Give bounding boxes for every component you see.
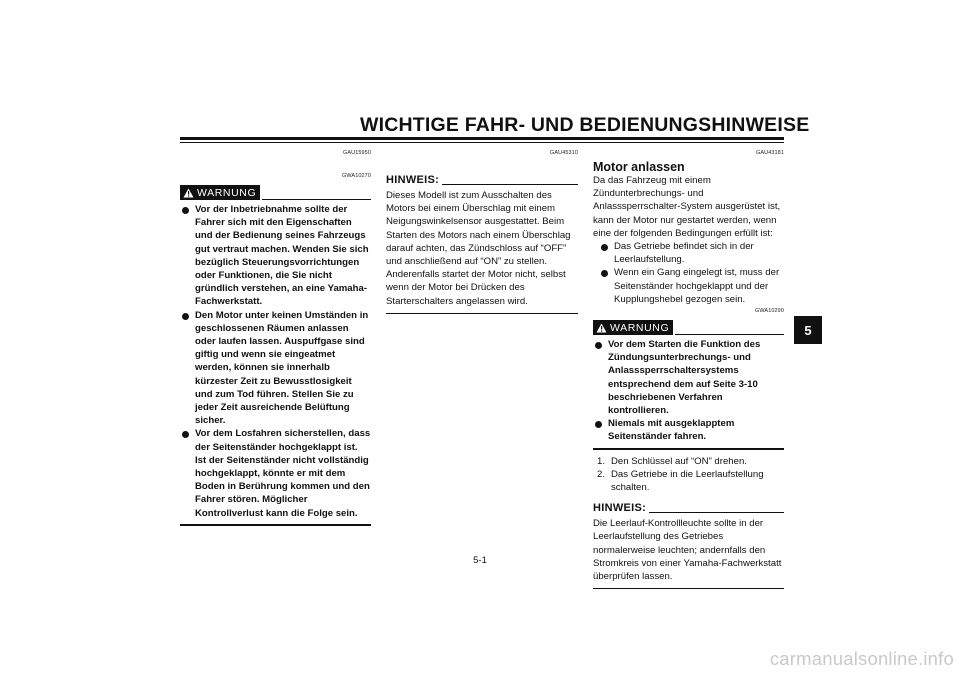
condition-text: Das Getriebe befindet sich in der Leerlaufstellung.: [614, 241, 754, 266]
warning-end-rule: [180, 524, 371, 526]
list-item: [180, 427, 371, 519]
section-code: GAU43181: [755, 150, 784, 156]
warning-header: [180, 184, 371, 201]
bullet-icon: [595, 421, 602, 428]
warning-text: Niemals mit ausgeklapptem Seitenständer fahren.: [608, 418, 735, 443]
list-item: [180, 309, 371, 428]
step-number: 2.: [597, 468, 606, 480]
watermark: carmanualsonline.info: [769, 648, 954, 669]
note-label: HINWEIS:: [593, 502, 647, 515]
warning-badge: [180, 185, 260, 200]
warning-list: [180, 203, 371, 520]
warning-code: GWA10290: [754, 308, 784, 315]
bullet-icon: [595, 342, 602, 349]
warning-code: GWA10270: [341, 173, 371, 179]
warning-triangle-icon: [183, 188, 194, 198]
warning-label: WARNUNG: [197, 186, 257, 199]
note-rule: [649, 512, 784, 513]
column-1: [180, 150, 371, 526]
note-rule: [442, 184, 578, 185]
list-item: [599, 240, 784, 266]
warning-header: [593, 319, 784, 336]
bullet-icon: [182, 313, 189, 320]
page-number: 5-1: [473, 555, 487, 566]
warning-badge: [593, 320, 673, 335]
list-item: [180, 203, 371, 309]
page-title: WICHTIGE FAHR- UND BEDIENUNGSHINWEISE: [360, 114, 810, 136]
warning-label: WARNUNG: [610, 321, 670, 334]
list-item: [593, 417, 784, 443]
column-3: [593, 150, 784, 589]
step-number: 1.: [597, 455, 606, 467]
condition-text: Wenn ein Gang eingelegt ist, muss der Seitenständer hochgeklappt und der Kupplungshebel gezogen sein.: [614, 267, 780, 305]
list-item: [593, 338, 784, 417]
warning-rule: [262, 199, 371, 200]
bullet-icon: [601, 244, 608, 251]
warning-text: Vor dem Starten die Funktion des Zündungsunterbrechungs- und Anlasssperrschaltersystems entsprechend dem auf Seite 3-10 beschriebenen Verfahren kontrollieren.: [608, 339, 761, 417]
warning-text: Vor dem Losfahren sicherstellen, dass der Seitenständer hochgeklappt ist. Ist der Seitenständer nicht vollständig hochgeklappt, könnte er mit dem Boden in Berührung kommen und den Fahrer stören. Möglicher Kontrollverlust kann die Folge sein.: [195, 428, 371, 519]
section-code: GAU45310: [549, 150, 578, 156]
bullet-icon: [182, 207, 189, 214]
warning-rule: [675, 334, 784, 335]
list-item: [599, 266, 784, 306]
bullet-icon: [182, 431, 189, 438]
warning-text: Den Motor unter keinen Umständen in geschlossenen Räumen anlassen oder laufen lassen. Auspuffgase sind giftig und wenn sie eingeatmet werden, können sie innerhalb kürzester Zeit zu Bewusstlosigkeit und zum Tod führen. Stellen Sie zu jeder Zeit ausreichende Belüftung sicher.: [195, 309, 369, 427]
note-header: [593, 502, 784, 515]
steps-list: [593, 455, 784, 495]
step-text: Das Getriebe in die Leerlaufstellung schalten.: [611, 468, 764, 494]
title-rule: [180, 137, 784, 140]
warning-end-rule: [593, 448, 784, 450]
note-end-rule: [593, 588, 784, 589]
list-item: [593, 468, 784, 494]
list-item: [593, 455, 784, 468]
condition-list: [593, 240, 784, 306]
step-text: Den Schlüssel auf “ON” drehen.: [611, 455, 747, 467]
intro-text: Da das Fahrzeug mit einem Zündunterbrechungs- und Anlasssperrschalter-System ausgerüstet ist, kann der Motor nur gestartet werden, wenn eine der folgenden Bedingungen erfüllt ist:: [593, 175, 781, 239]
warning-triangle-icon: [596, 323, 607, 333]
note-text: Die Leerlauf-Kontrollleuchte sollte in der Leerlaufstellung des Getriebes normalerweise leuchten; andernfalls den Stromkreis von einer Yamaha-Fachwerkstatt überprüfen lassen.: [593, 518, 782, 583]
bullet-icon: [601, 270, 608, 277]
note-text: Dieses Modell ist zum Ausschalten des Motors bei einem Überschlag mit einem Neigungswinkelsensor ausgestattet. Beim Starten des Motors nach einem Überschlag darauf achten, das Zündschloss auf “OFF” und anschließend auf “ON” zu stellen. Anderenfalls startet der Motor nicht, selbst wenn der Motor bei Drücken des Starterschalters angelassen wird.: [386, 190, 571, 307]
warning-text: Vor der Inbetriebnahme sollte der Fahrer sich mit den Eigenschaften und der Bedienung seines Fahrzeugs gut vertraut machen. Wenden Sie sich bezüglich Steuerungsvorrichtungen oder Funktionen, die Sie nicht gründlich verstehen, an eine Yamaha-Fachwerkstatt.: [195, 204, 369, 308]
section-title: Motor anlassen: [593, 160, 685, 174]
note-end-rule: [386, 313, 578, 314]
column-2: [386, 150, 578, 314]
note-label: HINWEIS:: [386, 174, 440, 186]
warning-list: [593, 338, 784, 444]
chapter-tab: 5: [794, 316, 822, 344]
section-code: GAU15950: [342, 150, 371, 156]
note-header: [386, 174, 578, 187]
title-rule-thin: [180, 142, 784, 143]
